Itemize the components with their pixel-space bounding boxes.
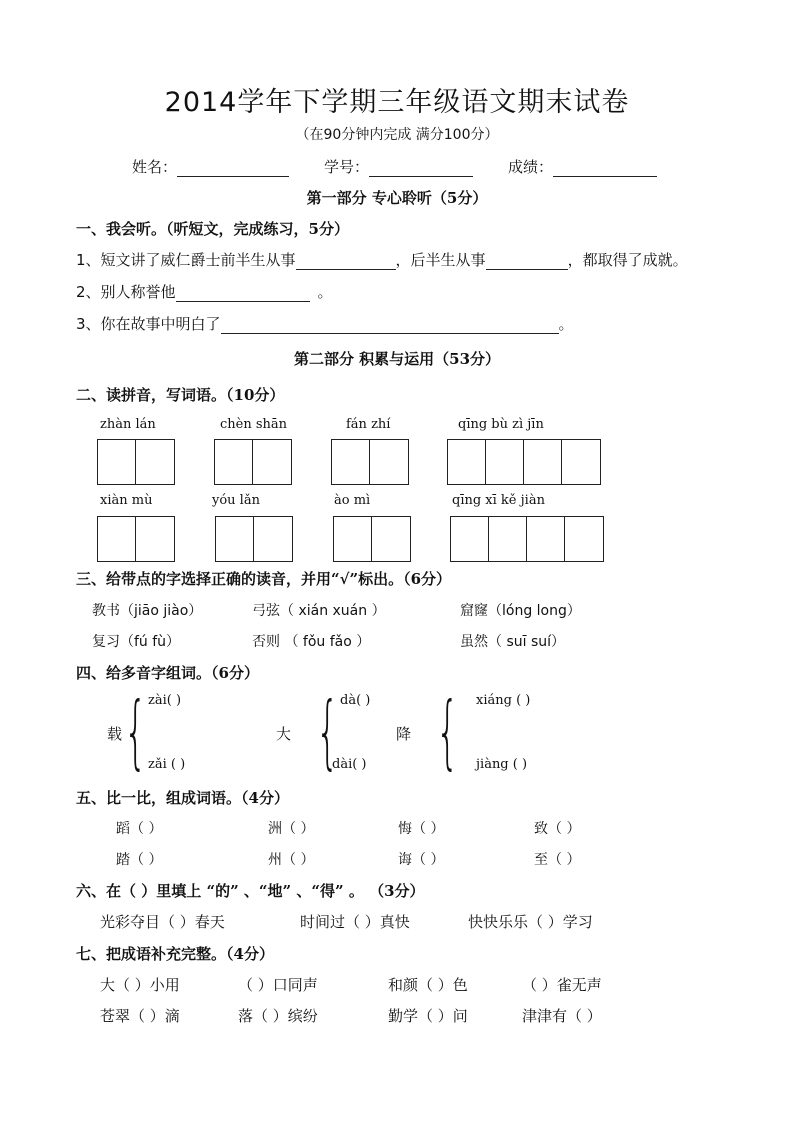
answer-box-group <box>214 439 292 485</box>
word-compare-item[interactable]: 至（ ） <box>534 852 581 868</box>
answer-box[interactable] <box>98 440 136 484</box>
pinyin-label: fán zhí <box>346 417 391 432</box>
q3-option[interactable]: 复习（fú fù） <box>92 634 181 650</box>
q3-option[interactable]: 弓弦（ xián xuán ） <box>252 603 386 619</box>
answer-box[interactable] <box>332 440 370 484</box>
word-compare-item[interactable]: 州（ ） <box>268 852 315 868</box>
answer-box[interactable] <box>253 440 291 484</box>
score-field <box>508 156 657 177</box>
idiom-item[interactable]: （ ）口同声 <box>238 976 318 994</box>
page-title: 2014学年下学期三年级语文期末试卷 <box>164 87 630 118</box>
q4-title: 四、给多音字组词。（6分） <box>76 664 259 682</box>
polyphone-reading[interactable]: xiáng ( ) <box>476 693 531 708</box>
q3-title: 三、给带点的字选择正确的读音，并用“√”标出。（6分） <box>76 570 452 588</box>
q7-title: 七、把成语补充完整。（4分） <box>76 945 274 963</box>
idiom-item[interactable]: （ ）雀无声 <box>522 976 602 994</box>
name-blank[interactable] <box>177 160 289 177</box>
fill-de-item[interactable]: 快快乐乐（ ）学习 <box>468 913 593 931</box>
part1-title: 第一部分 专心聆听（5分） <box>306 189 488 207</box>
q1-item-3 <box>76 313 574 334</box>
student-id-field <box>324 156 473 177</box>
pinyin-label: qīng bù zì jīn <box>458 417 544 432</box>
answer-box[interactable] <box>527 517 565 561</box>
polyphone-reading[interactable]: dà( ) <box>340 693 371 708</box>
idiom-item[interactable]: 落（ ）缤纷 <box>238 1007 318 1025</box>
pinyin-label: xiàn mù <box>100 493 153 508</box>
q6-title: 六、在（ ）里填上 “的” 、“地” 、“得” 。 （3分） <box>76 882 425 900</box>
answer-box-group <box>333 516 411 562</box>
q1-item-1-text-b: ，后半生从事 <box>395 251 486 269</box>
answer-box-group <box>447 439 601 485</box>
idiom-item[interactable]: 和颜（ ）色 <box>388 976 468 994</box>
polyphone-char: 降 <box>396 725 412 743</box>
student-id-blank[interactable] <box>369 160 473 177</box>
polyphone-reading[interactable]: zǎi ( ) <box>148 757 186 772</box>
pinyin-label: zhàn lán <box>100 417 156 432</box>
idiom-item[interactable]: 大（ ）小用 <box>100 976 180 994</box>
q1-item-1-text-c: ，都取得了成就。 <box>567 251 688 269</box>
answer-box-group <box>97 439 175 485</box>
q3-option[interactable]: 否则 （ fǒu fǎo ） <box>252 634 371 650</box>
polyphone-reading[interactable]: zài( ) <box>148 693 182 708</box>
score-label: 成绩： <box>508 158 554 176</box>
answer-box[interactable] <box>486 440 524 484</box>
name-label: 姓名： <box>132 158 178 176</box>
part2-title: 第二部分 积累与运用（53分） <box>293 350 501 368</box>
q1-item-1-blank-b[interactable] <box>486 253 568 270</box>
q5-title: 五、比一比，组成词语。（4分） <box>76 789 289 807</box>
answer-box[interactable] <box>451 517 489 561</box>
word-compare-item[interactable]: 致（ ） <box>534 821 581 837</box>
q1-item-2-blank[interactable] <box>176 285 310 302</box>
exam-subtitle: （在90分钟内完成 满分100分） <box>295 127 499 143</box>
pinyin-label: chèn shān <box>220 417 288 432</box>
answer-box-group <box>215 516 293 562</box>
idiom-item[interactable]: 津津有（ ） <box>522 1007 602 1025</box>
answer-box[interactable] <box>216 517 254 561</box>
answer-box-group <box>331 439 409 485</box>
polyphone-char: 载 <box>107 725 123 743</box>
pinyin-label: qīng xī kě jiàn <box>452 493 545 508</box>
idiom-item[interactable]: 勤学（ ）问 <box>388 1007 468 1025</box>
answer-box[interactable] <box>334 517 372 561</box>
q1-item-2 <box>76 281 333 302</box>
answer-box-group <box>450 516 604 562</box>
q1-item-1 <box>76 249 688 270</box>
answer-box[interactable] <box>254 517 292 561</box>
answer-box[interactable] <box>372 517 410 561</box>
q3-option[interactable]: 教书（jiāo jiào） <box>92 603 203 619</box>
fill-de-item[interactable]: 光彩夺目（ ）春天 <box>100 913 225 931</box>
answer-box[interactable] <box>565 517 603 561</box>
name-field <box>132 156 289 177</box>
q3-option[interactable]: 虽然（ suī suí） <box>460 634 566 650</box>
q1-item-1-blank-a[interactable] <box>296 253 396 270</box>
pinyin-label: yóu lǎn <box>212 493 260 508</box>
q2-title: 二、读拼音，写词语。（10分） <box>76 386 285 404</box>
word-compare-item[interactable]: 诲（ ） <box>398 852 445 868</box>
score-blank[interactable] <box>553 160 657 177</box>
word-compare-item[interactable]: 踏（ ） <box>116 852 163 868</box>
polyphone-reading[interactable]: jiàng ( ) <box>476 757 528 772</box>
answer-box[interactable] <box>524 440 562 484</box>
answer-box[interactable] <box>370 440 408 484</box>
q1-item-3-blank[interactable] <box>221 317 559 334</box>
q1-item-2-text-b: 。 <box>317 283 333 301</box>
q1-title: 一、我会听。（听短文，完成练习，5分） <box>76 220 349 238</box>
q3-option[interactable]: 窟窿（lóng long） <box>460 603 581 619</box>
student-id-label: 学号： <box>324 158 370 176</box>
answer-box[interactable] <box>562 440 600 484</box>
pinyin-label: ào mì <box>334 493 371 508</box>
left-brace-icon: { <box>124 685 147 778</box>
answer-box[interactable] <box>215 440 253 484</box>
left-brace-icon: { <box>436 685 459 778</box>
fill-de-item[interactable]: 时间过（ ）真快 <box>300 913 410 931</box>
idiom-item[interactable]: 苍翠（ ）滴 <box>100 1007 180 1025</box>
answer-box[interactable] <box>136 440 174 484</box>
word-compare-item[interactable]: 悔（ ） <box>398 821 445 837</box>
answer-box-group <box>97 516 175 562</box>
answer-box[interactable] <box>136 517 174 561</box>
word-compare-item[interactable]: 蹈（ ） <box>116 821 163 837</box>
q1-item-3-text-a: 3、你在故事中明白了 <box>76 315 221 333</box>
answer-box[interactable] <box>98 517 136 561</box>
polyphone-reading[interactable]: dài( ) <box>332 757 367 772</box>
left-brace-icon: { <box>316 685 339 778</box>
word-compare-item[interactable]: 洲（ ） <box>268 821 315 837</box>
q1-item-2-text-a: 2、别人称誉他 <box>76 283 176 301</box>
q1-item-1-text-a: 1、短文讲了威仁爵士前半生从事 <box>76 251 296 269</box>
polyphone-char: 大 <box>276 725 292 743</box>
answer-box[interactable] <box>448 440 486 484</box>
answer-box[interactable] <box>489 517 527 561</box>
q1-item-3-text-b: 。 <box>558 315 574 333</box>
